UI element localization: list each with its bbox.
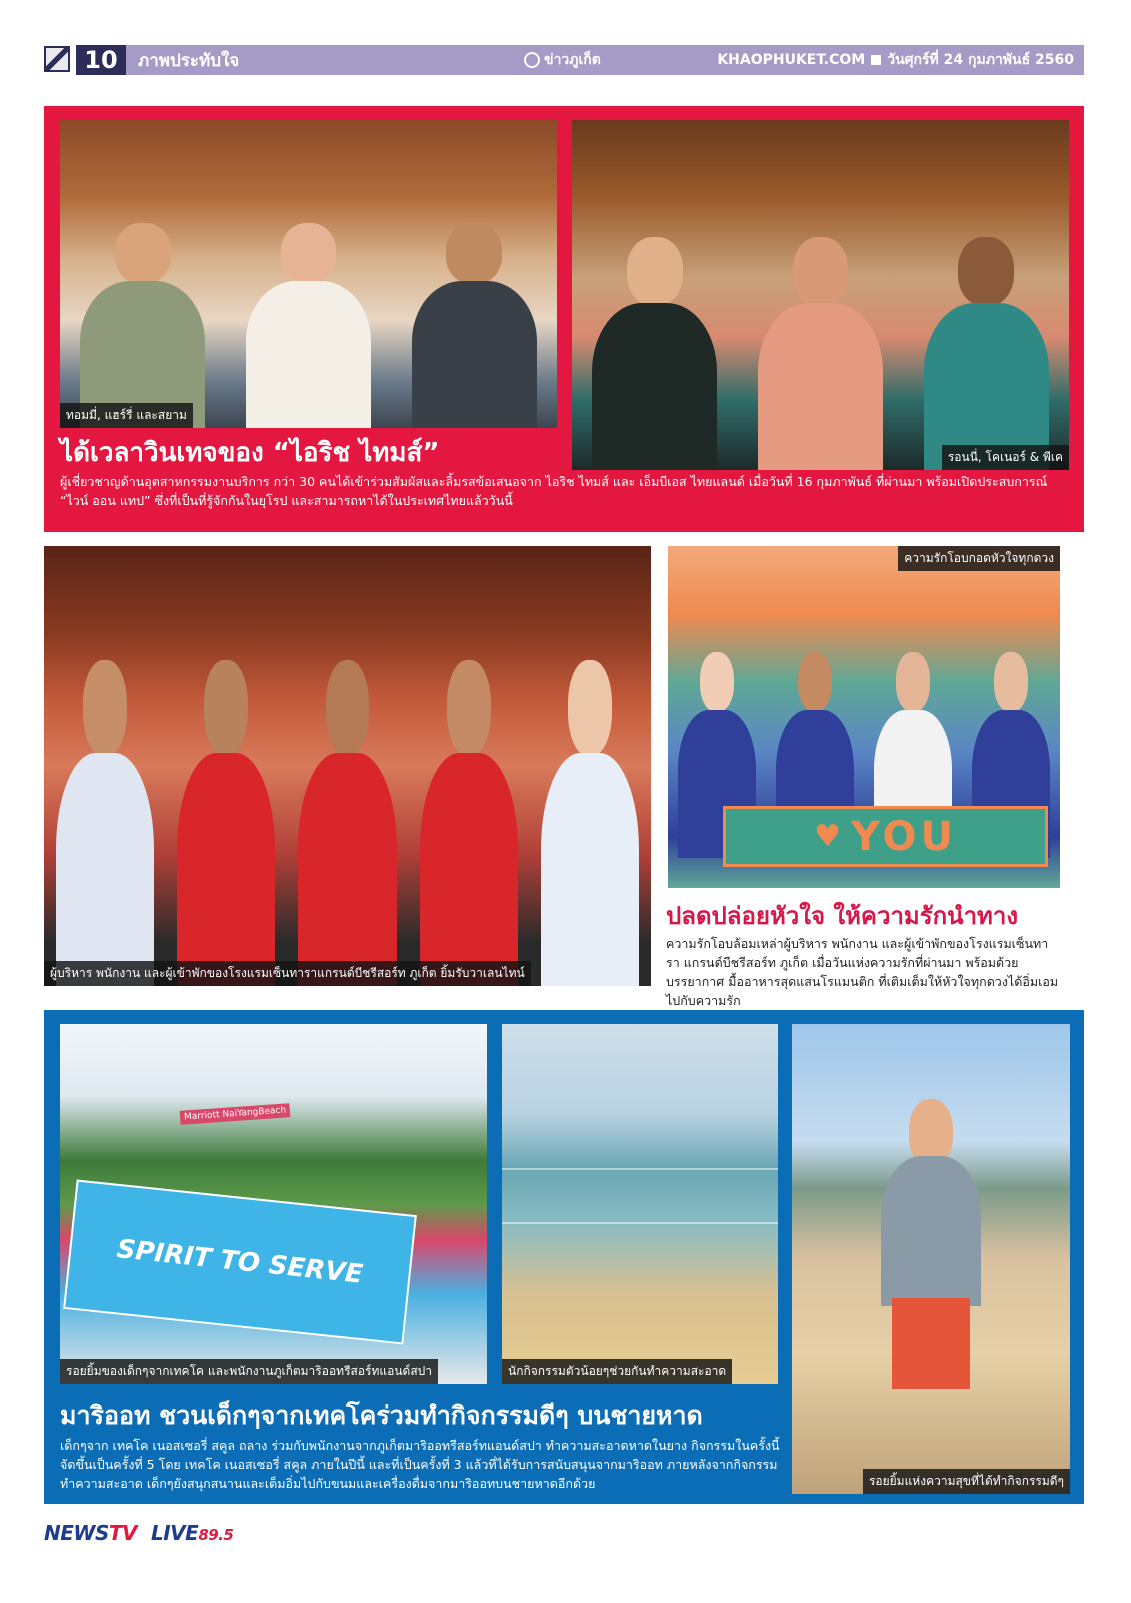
person-figure bbox=[73, 212, 212, 428]
photo-caption: ผู้บริหาร พนักงาน และผู้เข้าพักของโรงแรมเซ็นทาราแกรนด์บีชรีสอร์ท ภูเก็ต ยิ้มรับวาเลนไทน์ bbox=[44, 961, 531, 986]
irish-times-section bbox=[44, 106, 1084, 532]
corner-mark-icon bbox=[44, 46, 70, 72]
masthead-text: ข่าวภูเก็ต bbox=[544, 52, 601, 68]
frame-text: YOU bbox=[851, 813, 958, 860]
live-radio-logo: LIVE89.5 bbox=[151, 1521, 234, 1545]
photo-caption: รอนนี่, โคเนอร์ & พีเค bbox=[942, 445, 1069, 470]
photo-caption: ความรักโอบกอดหัวใจทุกดวง bbox=[898, 546, 1060, 571]
person-figure bbox=[585, 225, 724, 470]
site-name: KHAOPHUKET.COM bbox=[717, 52, 866, 68]
heart-icon: ♥ bbox=[814, 819, 845, 855]
section-headline: มาริออท ชวนเด็กๆจากเทคโคร่วมทำกิจกรรมดีๆ บนชายหาด bbox=[60, 1401, 703, 1430]
section-body-text: เด็กๆจาก เทคโค เนอสเซอรี่ สคูล ถลาง ร่วมกับพนักงานจากภูเก็ตมาริออทรีสอร์ทแอนด์สปา ทำความสะอาดหาดในยาง กิจกรรมในครั้งนี้ จัดขึ้นเป็นครั้งที่ 5 โดย เทคโค เนอสเซอรี่ สคูล ภายในปีนี้ และที่เป็นครั้งที่ 3 แล้วที่ได้รับการสนับสนุนจากมาริออท ภายหลังจากกิจกรรม ทำความสะอาด เด็กๆยังสนุกสนานและเต็มอิ่มไปกับขนมและเครื่องดื่มจากมาริออทบนชายหาดอีกด้วย bbox=[60, 1438, 780, 1491]
marriott-sign: Marriott NaiYangBeach bbox=[179, 1103, 290, 1125]
smiling-boy-photo bbox=[792, 1024, 1070, 1494]
person-figure bbox=[414, 643, 523, 986]
square-bullet-icon bbox=[871, 55, 881, 65]
irish-times-photo-1 bbox=[60, 120, 557, 428]
person-figure bbox=[875, 1080, 986, 1456]
footer-logos bbox=[44, 1518, 233, 1548]
page-header bbox=[76, 45, 1084, 75]
issue-date: วันศุกร์ที่ 24 กุมภาพันธ์ 2560 bbox=[887, 52, 1074, 68]
person-figure bbox=[293, 643, 402, 986]
valentine-frame-photo bbox=[668, 546, 1060, 888]
valentine-staff-photo bbox=[44, 546, 651, 986]
page-number: 10 bbox=[76, 45, 126, 75]
irish-times-photo-2 bbox=[572, 120, 1069, 470]
site-date bbox=[717, 45, 1074, 75]
marriott-group-photo bbox=[60, 1024, 487, 1384]
person-figure bbox=[917, 225, 1056, 470]
section-headline: ได้เวลาวินเทจของ “ไอริช ไทมส์” bbox=[60, 438, 440, 468]
spirit-to-serve-banner: SPIRIT TO SERVE bbox=[63, 1179, 416, 1344]
globe-icon bbox=[524, 52, 540, 68]
section-headline: ปลดปล่อยหัวใจ ให้ความรักนำทาง bbox=[666, 902, 1019, 930]
section-title: ภาพประทับใจ bbox=[138, 50, 240, 71]
masthead-logo bbox=[524, 45, 601, 75]
photo-caption: ทอมมี่, แฮร์รี่ และสยาม bbox=[60, 403, 193, 428]
person-figure bbox=[536, 643, 645, 986]
news-tv-logo: NEWSTV bbox=[44, 1521, 137, 1545]
marriott-section bbox=[44, 1010, 1084, 1504]
section-body-text: ผู้เชี่ยวชาญด้านอุตสาหกรรมงานบริการ กว่า 30 คนได้เข้าร่วมสัมผัสและลิ้มรสข้อเสนอจาก ไอริช ไทมส์ และ เอ็มบีเอส ไทยแลนด์ เมื่อวันที่ 16 กุมภาพันธ์ ที่ผ่านมา พร้อมเปิดประสบการณ์ “ไวน์ ออน แทป” ซึ่งที่เป็นที่รู้จักกันในยุโรป และสามารถหาได้ในประเทศไทยแล้ววันนี้ bbox=[60, 474, 1048, 508]
person-figure bbox=[751, 225, 890, 470]
love-you-frame bbox=[723, 806, 1048, 868]
photo-caption: รอยยิ้มแห่งความสุขที่ได้ทำกิจกรรมดีๆ bbox=[863, 1469, 1070, 1494]
photo-caption: รอยยิ้มของเด็กๆจากเทคโค และพนักงานภูเก็ตมาริออทรีสอร์ทแอนด์สปา bbox=[60, 1359, 438, 1384]
photo-caption: นักกิจกรรมตัวน้อยๆช่วยกันทำความสะอาด bbox=[502, 1359, 732, 1384]
person-figure bbox=[405, 212, 544, 428]
beach-cleanup-photo bbox=[502, 1024, 778, 1384]
person-figure bbox=[239, 212, 378, 428]
person-figure bbox=[50, 643, 159, 986]
section-body-text: ความรักโอบล้อมเหล่าผู้บริหาร พนักงาน และผู้เข้าพักของโรงแรมเซ็นทารา แกรนด์บีชรีสอร์ท ภูเก็ต เมื่อวันแห่งความรักที่ผ่านมา พร้อมด้วยบรรยากาศ มื้ออาหารสุดแสนโรแมนติก ที่เติมเต็มให้หัวใจทุกดวงได้อิ่มเอมไปกับความรัก bbox=[666, 936, 1059, 1008]
person-figure bbox=[171, 643, 280, 986]
